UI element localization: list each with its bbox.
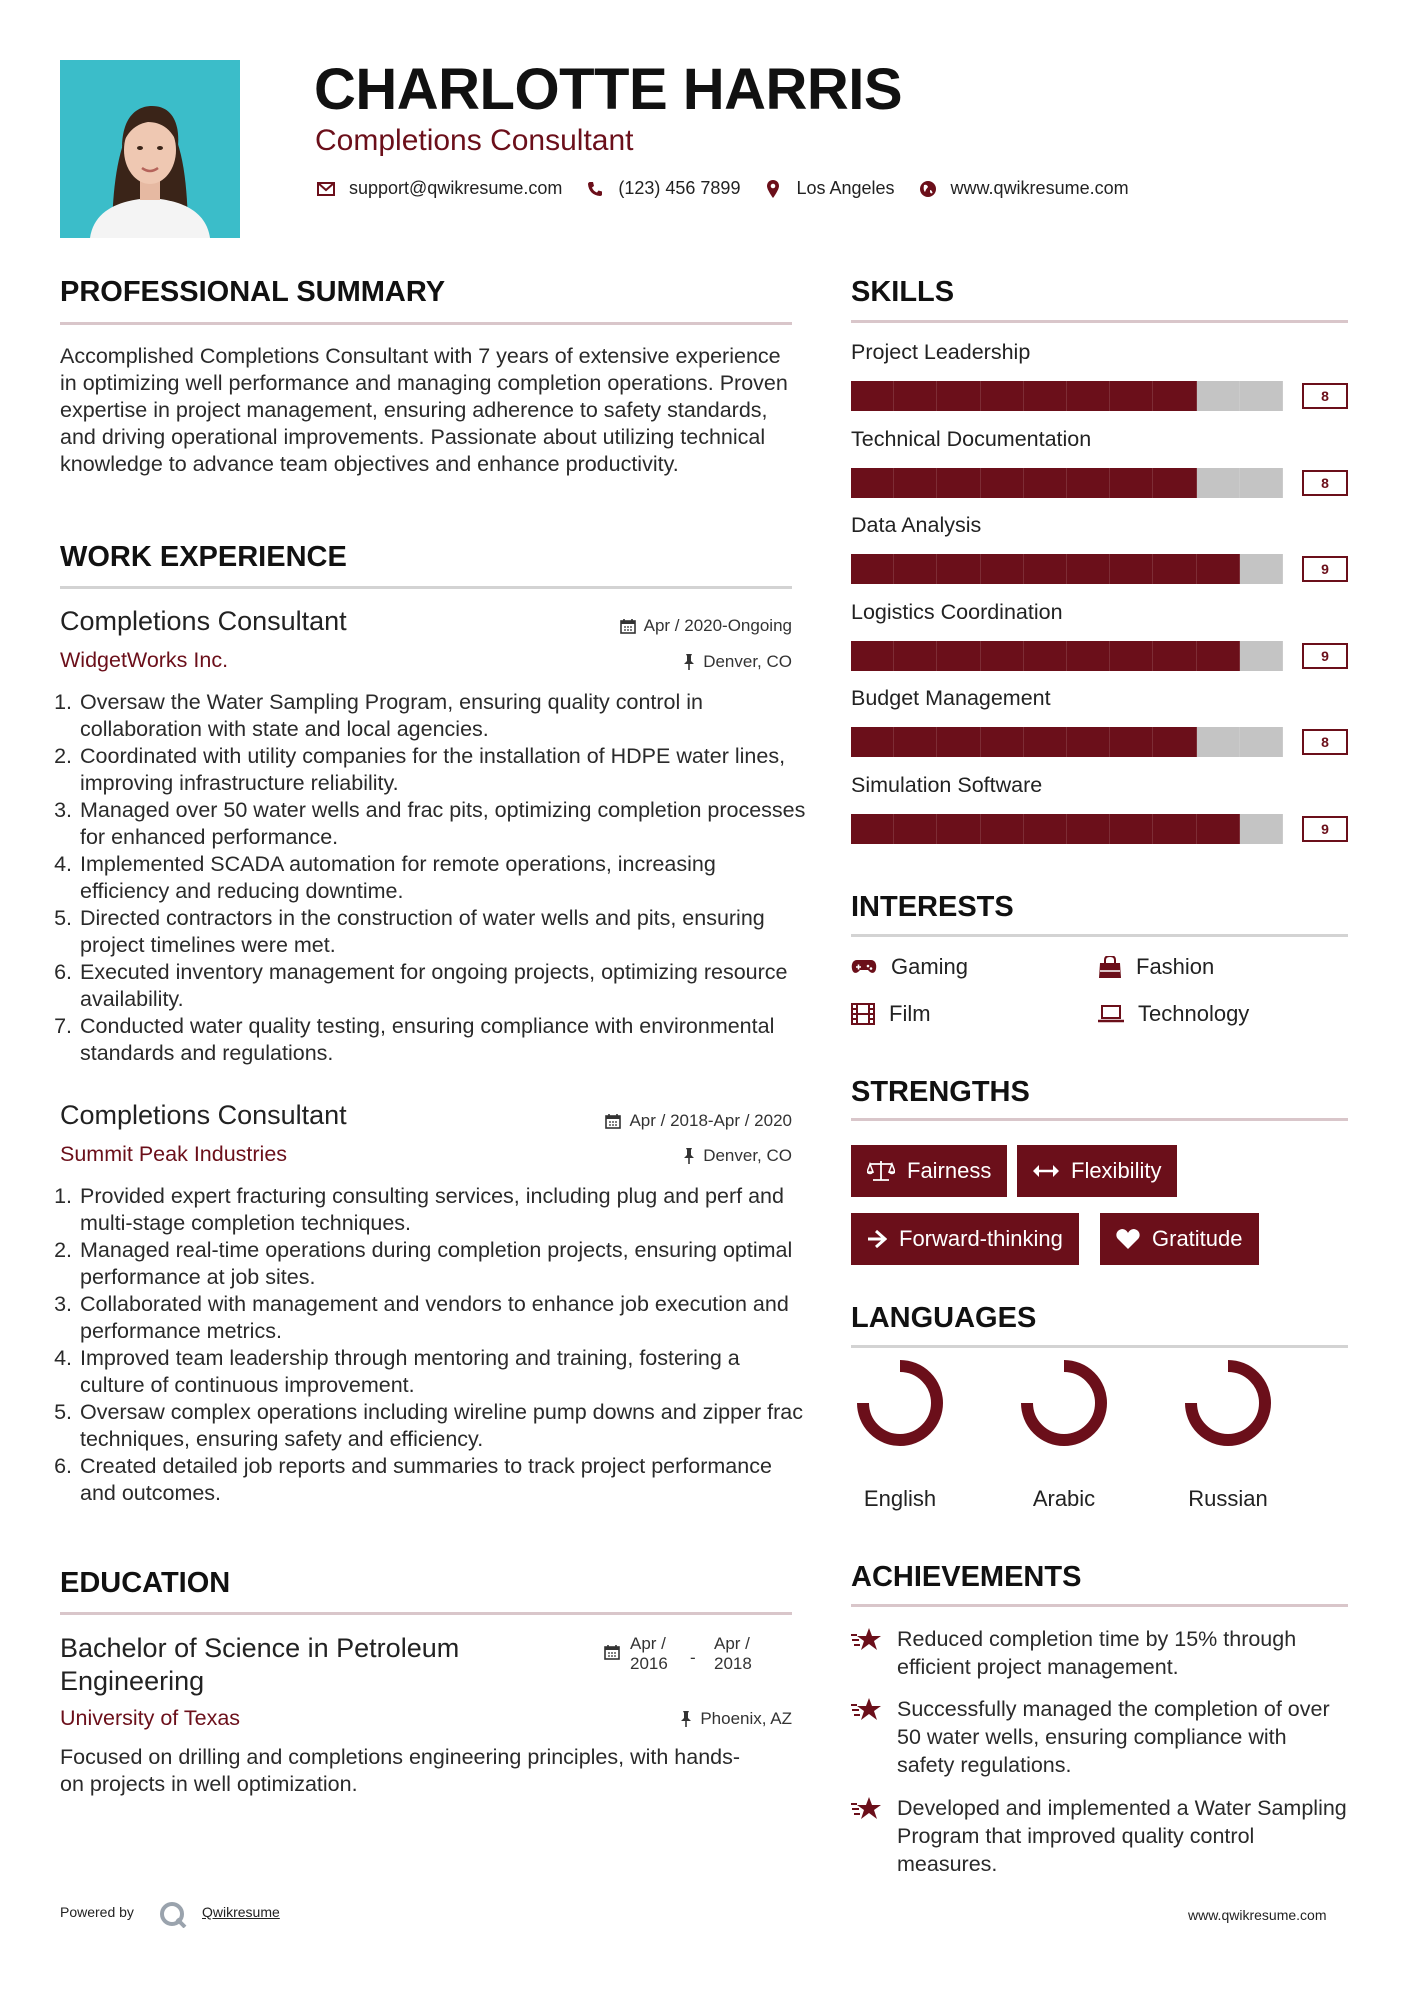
list-item: 2. Coordinated with utility companies for the installation of HDPE water lines, improving infrastructure reliability. (78, 743, 810, 797)
candidate-title: Completions Consultant (315, 124, 634, 157)
skill-bar-filled-segment (1024, 554, 1067, 584)
strength-flexibility-label: Flexibility (1071, 1158, 1162, 1183)
skill-bar-filled-segment (1153, 554, 1196, 584)
skill-bar-filled-segment (1197, 554, 1240, 584)
skill-label: Logistics Coordination (851, 599, 1063, 624)
interests-divider (851, 934, 1348, 937)
skill-bar-empty-segment (1240, 814, 1283, 844)
skill-bar-empty-segment (1197, 468, 1240, 498)
achievements-divider (851, 1604, 1348, 1607)
contact-phone[interactable]: (123) 456 7899 (618, 178, 741, 198)
language-ring (1178, 1353, 1278, 1453)
work-experience-divider (60, 586, 792, 589)
skill-bar-filled-segment (1024, 641, 1067, 671)
pin-icon (683, 1148, 695, 1164)
languages-heading: LANGUAGES (851, 1302, 1037, 1334)
skills-divider (851, 320, 1348, 323)
work-experience-heading: WORK EXPERIENCE (60, 541, 347, 573)
list-item: 6. Executed inventory management for ongoing projects, optimizing resource availability. (78, 959, 810, 1013)
list-item: 4. Improved team leadership through mentoring and training, fostering a culture of continuous improvement. (78, 1345, 810, 1399)
strengths-heading: STRENGTHS (851, 1076, 1030, 1108)
skill-bar-empty-segment (1240, 554, 1283, 584)
skill-bar-empty-segment (1240, 727, 1283, 757)
achievement-item (851, 1695, 1348, 1779)
education-divider (60, 1612, 792, 1615)
footer-website[interactable]: www.qwikresume.com (1188, 1907, 1327, 1923)
skill-label: Project Leadership (851, 340, 1031, 364)
skill-bar-filled-segment (894, 641, 937, 671)
job-2-company: Summit Peak Industries (60, 1142, 288, 1166)
skill-bar-filled-segment (937, 727, 980, 757)
job-2-location-text: Denver, CO (703, 1146, 792, 1165)
job-1-company: WidgetWorks Inc. (60, 648, 229, 672)
skill-bar (851, 641, 1283, 671)
language-ring-arc (863, 1366, 937, 1440)
skill-bar-filled-segment (851, 381, 894, 411)
interest-fashion-label: Fashion (1136, 954, 1215, 979)
skill-bar-filled-segment (1067, 554, 1110, 584)
skill-bar (851, 468, 1283, 498)
summary-heading: PROFESSIONAL SUMMARY (60, 276, 446, 308)
skill-bar-filled-segment (1153, 727, 1196, 757)
skill-bar-filled-segment (1197, 641, 1240, 671)
skill-bar-filled-segment (1153, 641, 1196, 671)
skill-bar-filled-segment (1153, 468, 1196, 498)
gamepad-icon (851, 959, 877, 975)
skills-heading: SKILLS (851, 276, 955, 308)
education-school: University of Texas (60, 1706, 241, 1730)
skill-score-badge: 8 (1302, 383, 1348, 409)
skill-bar-filled-segment (851, 727, 894, 757)
job-2-bullets (60, 1183, 810, 1507)
skill-bar-filled-segment (851, 554, 894, 584)
strength-fairness (851, 1145, 1007, 1197)
calendar-icon (604, 1644, 620, 1660)
skill-bar-filled-segment (894, 468, 937, 498)
interest-film-label: Film (889, 1001, 931, 1026)
laptop-icon (1098, 1005, 1124, 1023)
skill-bar-filled-segment (1110, 468, 1153, 498)
strength-forward-thinking (851, 1213, 1079, 1265)
skill-bar-filled-segment (1024, 814, 1067, 844)
list-item: 2. Managed real-time operations during completion projects, ensuring optimal performance at job sites. (78, 1237, 810, 1291)
list-item: 3. Managed over 50 water wells and frac pits, optimizing completion processes for enhanced performance. (78, 797, 810, 851)
language-label: Arabic (1032, 1486, 1096, 1511)
strength-flexibility (1017, 1145, 1177, 1197)
interests-heading: INTERESTS (851, 891, 1014, 923)
skill-bar-filled-segment (937, 381, 980, 411)
skill-bar-filled-segment (937, 641, 980, 671)
balance-scale-icon (867, 1160, 895, 1182)
education-start: Apr / 2016 (630, 1634, 668, 1673)
skill-label: Data Analysis (851, 513, 982, 538)
skill-bar (851, 814, 1283, 844)
job-1-location (560, 652, 792, 672)
skill-bar-filled-segment (1153, 814, 1196, 844)
contact-location: Los Angeles (796, 178, 895, 198)
skill-bar-filled-segment (981, 727, 1024, 757)
contact-website[interactable]: www.qwikresume.com (950, 178, 1129, 198)
summary-divider (60, 322, 792, 325)
language-ring (1014, 1353, 1114, 1453)
pin-icon (680, 1711, 692, 1727)
skill-bar-filled-segment (937, 554, 980, 584)
candidate-name: CHARLOTTE HARRIS (314, 57, 903, 122)
skill-label: Budget Management (851, 686, 1051, 711)
achievement-text: Reduced completion time by 15% through efficient project management. (897, 1627, 1297, 1679)
skill-bar-filled-segment (1067, 727, 1110, 757)
skill-bar-filled-segment (894, 554, 937, 584)
skill-bar-filled-segment (981, 814, 1024, 844)
skill-label: Simulation Software (851, 773, 1043, 797)
skill-bar-filled-segment (1067, 814, 1110, 844)
skill-bar-filled-segment (1110, 727, 1153, 757)
achievement-item (851, 1625, 1348, 1681)
list-item: 3. Collaborated with management and vendors to enhance job execution and performance metrics. (78, 1291, 810, 1345)
job-2-dates (520, 1111, 792, 1131)
arrow-right-icon (867, 1230, 887, 1248)
job-1-dates-text: Apr / 2020-Ongoing (643, 616, 792, 635)
profile-photo (60, 60, 240, 238)
job-2-dates-text: Apr / 2018-Apr / 2020 (629, 1111, 792, 1130)
job-1-location-text: Denver, CO (703, 652, 792, 671)
education-location (560, 1709, 792, 1729)
star-icon (851, 1627, 883, 1653)
skill-bar-filled-segment (937, 814, 980, 844)
skill-bar-filled-segment (937, 468, 980, 498)
contact-row (315, 178, 1151, 199)
list-item: 4. Implemented SCADA automation for remote operations, increasing efficiency and reducing downtime. (78, 851, 810, 905)
skill-bar-empty-segment (1240, 641, 1283, 671)
education-degree: Bachelor of Science in Petroleum Engineering (60, 1633, 460, 1696)
pin-icon (683, 654, 695, 670)
summary-text: Accomplished Completions Consultant with 7 years of extensive experience in optimizing well performance and managing completion operations. Proven expertise in project management, ensuring adherence to safety standards, and driving operational improvements. Passionate about utilizing technical knowledge to advance team objectives and enhance productivity. (60, 344, 788, 476)
envelope-icon (315, 182, 337, 196)
strength-forward-thinking-label: Forward-thinking (899, 1226, 1063, 1251)
list-item: 1. Oversaw the Water Sampling Program, ensuring quality control in collaboration with state and local agencies. (78, 689, 810, 743)
skill-score-badge: 8 (1302, 729, 1348, 755)
interest-technology (1098, 1001, 1249, 1027)
skill-bar-empty-segment (1197, 381, 1240, 411)
calendar-icon (605, 1113, 621, 1129)
skill-bar-filled-segment (1153, 381, 1196, 411)
interest-film (851, 1001, 931, 1027)
skill-bar-empty-segment (1197, 727, 1240, 757)
education-description: Focused on drilling and completions engineering principles, with hands-on projects in well optimization. (60, 1745, 741, 1796)
skill-bar-filled-segment (851, 814, 894, 844)
footer-brand-link[interactable]: Qwikresume (202, 1904, 280, 1920)
strength-gratitude (1100, 1213, 1259, 1265)
strength-gratitude-label: Gratitude (1152, 1226, 1243, 1251)
education-location-text: Phoenix, AZ (700, 1709, 792, 1728)
skill-score-badge: 9 (1302, 556, 1348, 582)
language-label: English (863, 1486, 937, 1511)
skill-bar (851, 381, 1283, 411)
calendar-icon (620, 618, 636, 634)
skill-bar-filled-segment (981, 468, 1024, 498)
heart-icon (1116, 1228, 1140, 1250)
job-2-location (560, 1146, 792, 1166)
map-marker-icon (762, 180, 784, 198)
achievements-heading: ACHIEVEMENTS (851, 1561, 1082, 1593)
education-heading: EDUCATION (60, 1567, 231, 1599)
arrows-horizontal-icon (1033, 1164, 1059, 1178)
interest-technology-label: Technology (1138, 1001, 1250, 1026)
list-item: 7. Conducted water quality testing, ensuring compliance with environmental standards and regulations. (78, 1013, 810, 1067)
list-item: 5. Oversaw complex operations including wireline pump downs and zipper frac techniques, ensuring safety and efficiency. (78, 1399, 810, 1453)
education-dates (604, 1634, 794, 1684)
star-icon (851, 1796, 883, 1822)
skill-bar-filled-segment (1110, 814, 1153, 844)
job-1-dates (560, 616, 792, 636)
qwikresume-logo-icon (158, 1900, 188, 1933)
film-icon (851, 1003, 875, 1025)
skill-bar-empty-segment (1240, 468, 1283, 498)
skill-bar-filled-segment (981, 381, 1024, 411)
job-1-role: Completions Consultant (60, 606, 347, 636)
skill-bar (851, 554, 1283, 584)
education-end: Apr / 2018 (714, 1634, 752, 1673)
skill-bar-filled-segment (1110, 381, 1153, 411)
achievement-text: Developed and implemented a Water Sampling Program that improved quality control measures. (897, 1796, 1347, 1876)
list-item: 6. Created detailed job reports and summaries to track project performance and outcomes. (78, 1453, 810, 1507)
footer-powered-by: Powered by (60, 1904, 134, 1920)
skill-score-badge: 9 (1302, 816, 1348, 842)
star-icon (851, 1697, 883, 1723)
skill-score-badge: 8 (1302, 470, 1348, 496)
globe-icon (917, 180, 939, 198)
job-2-role: Completions Consultant (60, 1100, 347, 1130)
language-ring-arc (1191, 1366, 1265, 1440)
language-label: Russian (1188, 1486, 1268, 1511)
skill-bar-filled-segment (1110, 641, 1153, 671)
skill-bar-filled-segment (981, 554, 1024, 584)
skill-bar-empty-segment (1240, 381, 1283, 411)
list-item: 1. Provided expert fracturing consulting services, including plug and perf and multi-stage completion techniques. (78, 1183, 810, 1237)
skill-bar-filled-segment (1067, 381, 1110, 411)
phone-icon (584, 181, 606, 197)
skill-bar-filled-segment (1067, 641, 1110, 671)
skill-bar-filled-segment (1024, 381, 1067, 411)
skill-bar-filled-segment (1024, 727, 1067, 757)
skill-bar-filled-segment (981, 641, 1024, 671)
list-item: 5. Directed contractors in the construction of water wells and pits, ensuring project timelines were met. (78, 905, 810, 959)
shopping-bag-icon (1098, 956, 1122, 978)
contact-email[interactable]: support@qwikresume.com (349, 178, 563, 198)
job-1-bullets (60, 689, 810, 1067)
interest-fashion (1098, 954, 1214, 980)
skill-bar-filled-segment (894, 814, 937, 844)
language-ring-arc (1027, 1366, 1101, 1440)
strengths-divider (851, 1118, 1348, 1121)
languages-divider (851, 1345, 1348, 1348)
interest-gaming-label: Gaming (891, 954, 969, 979)
skill-bar-filled-segment (1067, 468, 1110, 498)
language-ring (850, 1353, 950, 1453)
skill-bar-filled-segment (851, 468, 894, 498)
achievement-text: Successfully managed the completion of over 50 water wells, ensuring compliance with safety regulations. (897, 1697, 1330, 1777)
strength-fairness-label: Fairness (907, 1158, 992, 1183)
skill-bar-filled-segment (894, 727, 937, 757)
interest-gaming (851, 954, 968, 980)
skill-bar-filled-segment (1197, 814, 1240, 844)
skill-bar-filled-segment (1024, 468, 1067, 498)
skill-bar-filled-segment (851, 641, 894, 671)
achievement-item (851, 1794, 1348, 1878)
skill-label: Technical Documentation (851, 426, 1092, 451)
skill-bar-filled-segment (894, 381, 937, 411)
education-date-dash: - (690, 1648, 696, 1667)
skill-score-badge: 9 (1302, 643, 1348, 669)
skill-bar (851, 727, 1283, 757)
skill-bar-filled-segment (1110, 554, 1153, 584)
